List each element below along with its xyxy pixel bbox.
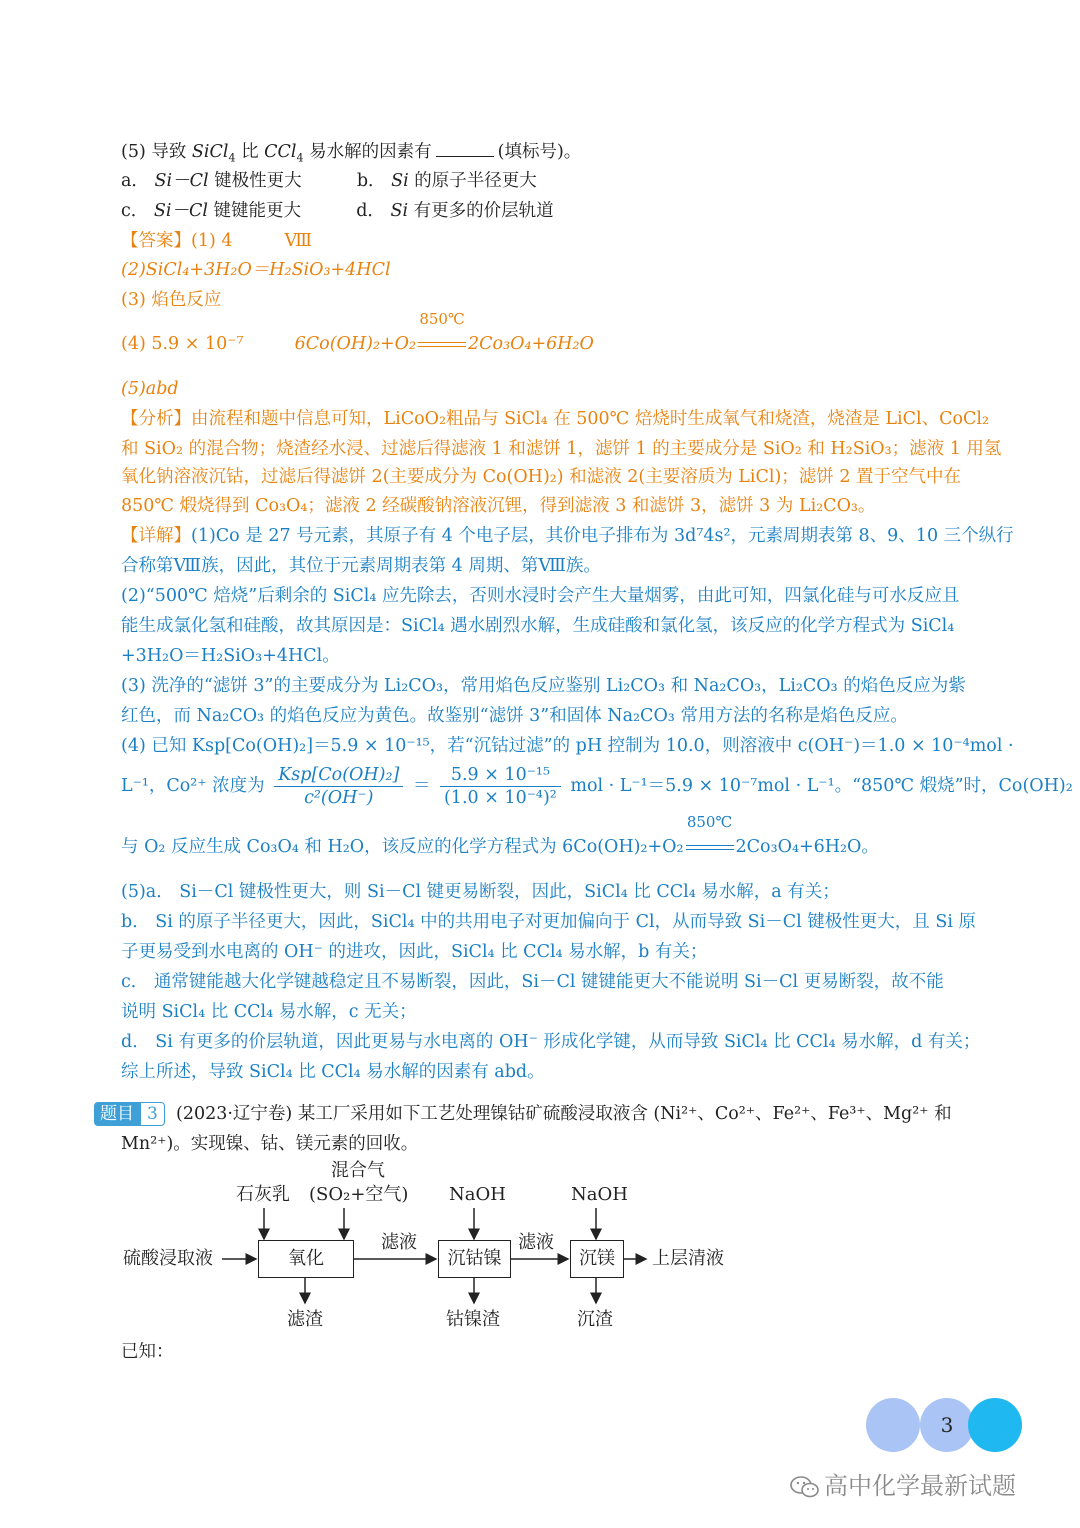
equation-left: 6Co(OH)₂+O₂ bbox=[294, 334, 417, 354]
analysis-line: 氧化钠溶液沉钴，过滤后得滤饼 2(主要成分为 Co(OH)₂) 和滤液 2(主要溶质为 LiCl)；滤饼 2 置于空气中在 bbox=[121, 467, 962, 487]
badge-label: 题目 bbox=[94, 1102, 140, 1126]
flow-filtrate-label: 滤液 bbox=[381, 1232, 417, 1253]
option-c-text: 键键能更大 bbox=[213, 201, 302, 221]
fraction-denominator: (1.0 × 10⁻⁴)² bbox=[443, 788, 557, 808]
detail-line: (5)a． Si－Cl 键极性更大，则 Si－Cl 键更易断裂，因此，SiCl₄ 比 CCl₄ 易水解，a 有关； bbox=[121, 882, 840, 902]
page-circle-right bbox=[968, 1398, 1022, 1452]
q5-stem: (5) 导致 SiCl$_4$ 比 CCl$_4$ 易水解的因素有 (填标号)。 bbox=[121, 142, 582, 165]
flow-reagent-gas-detail: (SO₂+空气) bbox=[309, 1184, 409, 1205]
q5-stem-part: (填标号)。 bbox=[497, 142, 582, 162]
option-a-formula: Si－Cl bbox=[154, 171, 209, 191]
flow-step-mg: 沉镁 bbox=[570, 1240, 624, 1278]
page-circle-left bbox=[866, 1398, 920, 1452]
detail-line: b． Si 的原子半径更大，因此，SiCl₄ 中的共用电子对更加偏向于 Cl，从而导致 Si－Cl 键极性更大，且 Si 原 bbox=[121, 912, 977, 932]
detail-text: 2Co₃O₄+6H₂O。 bbox=[735, 837, 879, 857]
answer-line: (2)SiCl₄+3H₂O＝H₂SiO₃+4HCl bbox=[121, 260, 391, 280]
detail-line: d． Si 有更多的价层轨道，因此更易与水电离的 OH⁻ 形成化学键，从而导致 SiCl₄ 比 CCl₄ 易水解，d 有关； bbox=[121, 1032, 981, 1052]
flow-reagent-naoh: NaOH bbox=[571, 1184, 628, 1205]
option-d-formula: Si bbox=[390, 201, 409, 221]
page-number: 3 bbox=[940, 1413, 954, 1437]
option-a-label: a． bbox=[121, 171, 149, 191]
analysis-line: 【分析】由流程和题中信息可知，LiCoO₂粗品与 SiCl₄ 在 500℃ 焙烧时生成氧气和烧渣，烧渣是 LiCl、CoCl₂ bbox=[121, 409, 990, 429]
equals-sign: ＝ bbox=[412, 776, 431, 796]
question-text: (2023·辽宁卷) 某工厂采用如下工艺处理镍钴矿硫酸浸取液含 (Ni²⁺、Co²⁺、Fe²⁺、Fe³⁺、Mg²⁺ 和 bbox=[176, 1104, 952, 1124]
flow-reagent-gas: 混合气 bbox=[331, 1160, 385, 1181]
reaction-condition: 850℃ bbox=[686, 813, 733, 831]
flow-output: 上层清液 bbox=[652, 1248, 724, 1269]
fraction-denominator: c²(OH⁻) bbox=[304, 788, 374, 808]
option-b-label: b． bbox=[356, 171, 386, 191]
detail-text: (1)Co 是 27 号元素，其原子有 4 个电子层，其价电子排布为 3d⁷4s²，元素周期表第 8、9、10 三个纵行 bbox=[191, 526, 1014, 546]
q5-stem-part: 比 bbox=[241, 142, 265, 162]
flow-step-oxidation: 氧化 bbox=[258, 1240, 354, 1278]
detail-text: 与 O₂ 反应生成 Co₃O₄ 和 H₂O，该反应的化学方程式为 6Co(OH)₂+O₂ bbox=[121, 837, 684, 857]
answer-line: (3) 焰色反应 bbox=[121, 290, 222, 310]
detail-line: (3) 洗净的“滤饼 3”的主要成分为 Li₂CO₃，常用焰色反应鉴别 Li₂CO₃ 和 Na₂CO₃，Li₂CO₃ 的焰色反应为紫 bbox=[121, 676, 966, 696]
flow-step-co-ni: 沉钴镍 bbox=[438, 1240, 511, 1278]
q5-stem-part: 易水解的因素有 bbox=[309, 142, 432, 162]
detail-line: +3H₂O＝H₂SiO₃+4HCl。 bbox=[121, 646, 340, 666]
answer-line: (5)abd bbox=[121, 379, 179, 399]
option-b-text: 的原子半径更大 bbox=[414, 171, 537, 191]
option-b-formula: Si bbox=[391, 171, 409, 191]
question-text: Mn²⁺)。实现镍、钴、镁元素的回收。 bbox=[121, 1134, 419, 1154]
flow-filtrate-label: 滤液 bbox=[518, 1232, 554, 1253]
detail-line: 合称第Ⅷ族，因此，其位于元素周期表第 4 周期、第Ⅷ族。 bbox=[121, 556, 601, 576]
flow-input: 硫酸浸取液 bbox=[123, 1248, 213, 1269]
detail-text: mol · L⁻¹＝5.9 × 10⁻⁷mol · L⁻¹。“850℃ 煅烧”时，Co(OH)₂ bbox=[570, 776, 1073, 796]
detail-line: 综上所述，导致 SiCl₄ 比 CCl₄ 易水解的因素有 abd。 bbox=[121, 1062, 545, 1082]
flow-residue: 钴镍渣 bbox=[446, 1309, 500, 1330]
analysis-line: 850℃ 煅烧得到 Co₃O₄；滤液 2 经碳酸钠溶液沉锂，得到滤液 3 和滤饼 3，滤饼 3 为 Li₂CO₃。 bbox=[121, 496, 876, 516]
reaction-condition: 850℃ bbox=[419, 310, 465, 328]
detail-line: c． 通常键能越大化学键越稳定且不易断裂，因此，Si－Cl 键键能更大不能说明 Si－Cl 更易断裂，故不能 bbox=[121, 972, 944, 992]
detail-line: 能生成氯化氢和硅酸，故其原因是：SiCl₄ 遇水剧烈水解，生成硅酸和氯化氢，该反应的化学方程式为 SiCl₄ bbox=[121, 616, 955, 636]
detail-line: (2)“500℃ 焙烧”后剩余的 SiCl₄ 应先除去，否则水浸时会产生大量烟雾，由此可知，四氯化硅与可水反应且 bbox=[121, 586, 960, 606]
flow-reagent-lime: 石灰乳 bbox=[236, 1184, 290, 1205]
option-d-text: 有更多的价层轨道 bbox=[413, 201, 554, 221]
fraction-numerator: 5.9 × 10⁻¹⁵ bbox=[440, 764, 561, 787]
known-label: 已知： bbox=[121, 1342, 174, 1362]
flow-residue: 滤渣 bbox=[287, 1309, 323, 1330]
option-c-formula: Si－Cl bbox=[153, 201, 208, 221]
q5-formula: SiCl bbox=[191, 142, 229, 162]
answer-line: Ⅷ bbox=[284, 231, 313, 251]
option-d-label: d． bbox=[356, 201, 385, 221]
q5-stem-part: (5) 导致 bbox=[121, 142, 192, 162]
badge-number: 3 bbox=[140, 1102, 165, 1126]
watermark bbox=[790, 1466, 1016, 1501]
detail-line: 红色，而 Na₂CO₃ 的焰色反应为黄色。故鉴别“滤饼 3”和固体 Na₂CO₃ 常用方法的名称是焰色反应。 bbox=[121, 706, 908, 726]
answer-value: (4) 5.9 × 10⁻⁷ bbox=[121, 334, 244, 354]
detail-text: L⁻¹，Co²⁺ 浓度为 bbox=[121, 776, 265, 796]
flow-reagent-naoh: NaOH bbox=[449, 1184, 506, 1205]
equation-right: 2Co₃O₄+6H₂O bbox=[468, 334, 594, 354]
fraction-numerator: Ksp[Co(OH)₂] bbox=[274, 764, 403, 787]
detail-line: 子更易受到水电离的 OH⁻ 的进攻，因此，SiCl₄ 比 CCl₄ 易水解，b 有关； bbox=[121, 942, 708, 962]
option-c-label: c． bbox=[121, 201, 149, 221]
answer-line: 【答案】(1) 4 bbox=[121, 231, 233, 251]
wechat-icon bbox=[790, 1475, 820, 1499]
watermark-text: 高中化学最新试题 bbox=[824, 1472, 1016, 1500]
analysis-line: 和 SiO₂ 的混合物；烧渣经水浸、过滤后得滤液 1 和滤饼 1，滤饼 1 的主要成分是 SiO₂ 和 H₂SiO₃；滤液 1 用氢 bbox=[121, 439, 1002, 459]
flow-residue: 沉渣 bbox=[577, 1309, 613, 1330]
detail-head: 【详解】 bbox=[121, 526, 191, 546]
detail-line: 说明 SiCl₄ 比 CCl₄ 易水解，c 无关； bbox=[121, 1002, 417, 1022]
option-a-text: 键极性更大 bbox=[214, 171, 302, 191]
q5-formula: CCl bbox=[264, 142, 297, 162]
detail-line: (4) 已知 Ksp[Co(OH)₂]＝5.9 × 10⁻¹⁵，若“沉钴过滤”的 pH 控制为 10.0，则溶液中 c(OH⁻)＝1.0 × 10⁻⁴mol · bbox=[121, 736, 1014, 756]
